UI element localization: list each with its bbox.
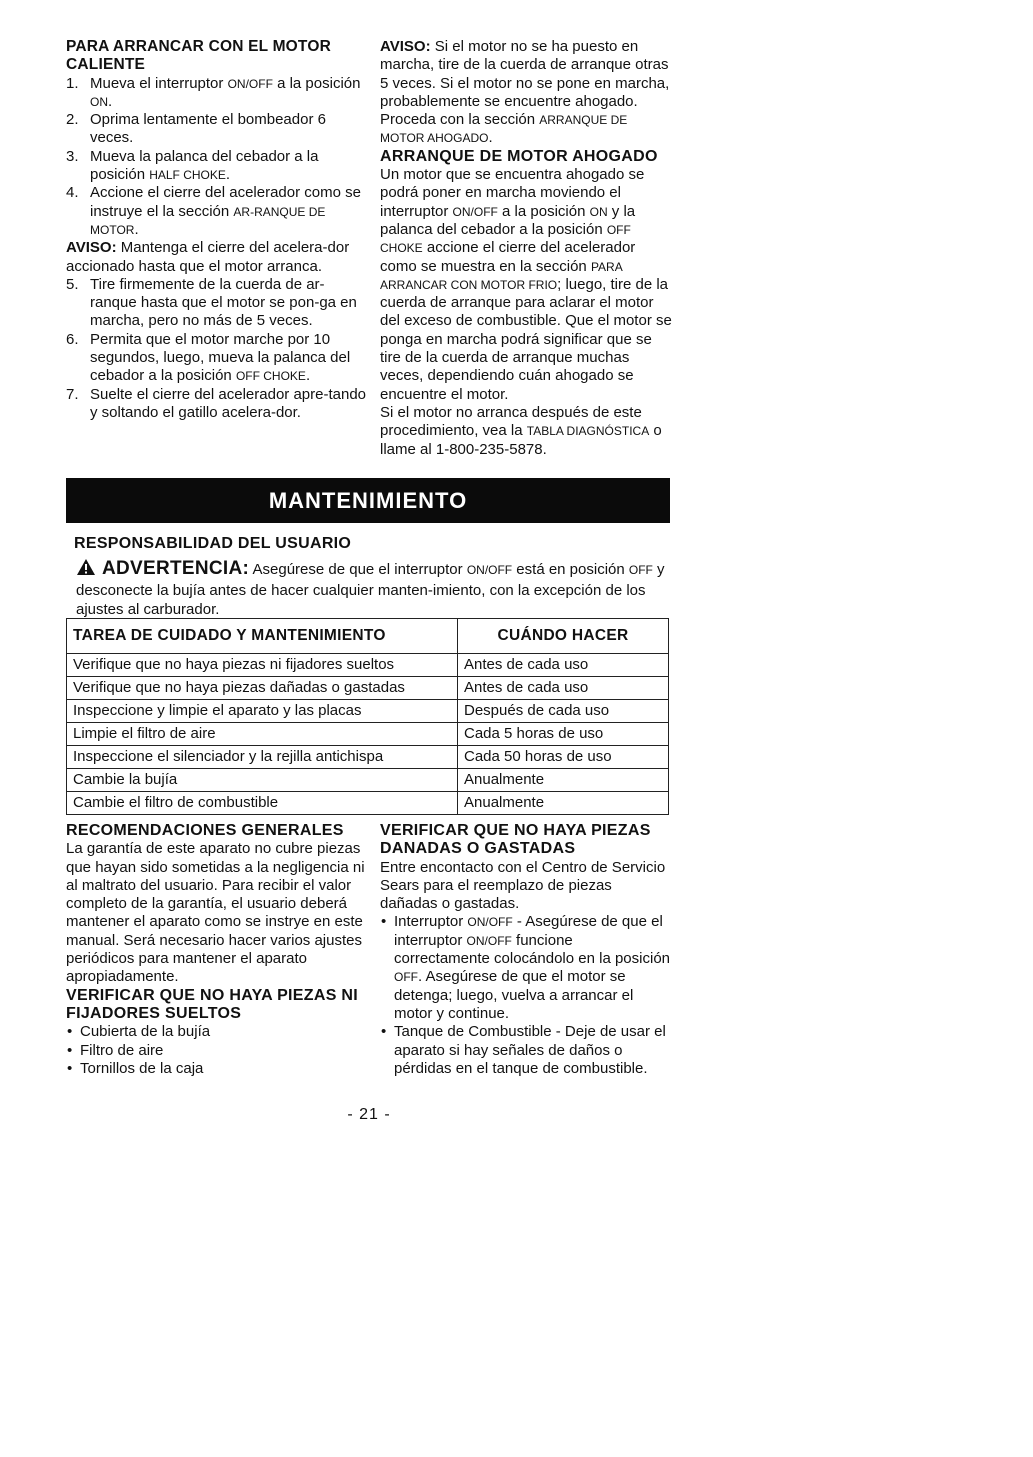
loose-parts-list [66,1023,366,1078]
warning-triangle-icon [76,558,96,581]
aviso-left: AVISO: Mantenga el cierre del acelera-dor accionado hasta que el motor arranca. [66,239,350,275]
header-task: TAREA DE CUIDADO Y MANTENIMIENTO [67,619,458,654]
step-4: 4. Accione el cierre del acelerador como se instruye el la sección AR-RANQUE DE MOTOR. [66,184,361,238]
bottom-right-column [380,822,672,1078]
step-7: 7. Suelte el cierre del acelerador apre-tando y soltando el gatillo acelera-dor. [66,385,366,421]
heading-flooded-start: ARRANQUE DE MOTOR AHOGADO [380,147,658,165]
list-item: • Interruptor ON/OFF - Asegúrese de que el interruptor ON/OFF funcione correctamente colocándolo en la posición OFF. Asegúrese de que el motor se detenga; luego, vuelva a arrancar el motor y continue. [381,913,670,1022]
table-row: Inspeccione el silenciador y la rejilla antichispa Cada 50 horas de uso [67,746,669,769]
aviso-right: AVISO: Si el motor no se ha puesto en marcha, tire de la cuerda de arranque otras 5 veces. Si el motor no se pone en marcha, probablemente se encuentre ahogado. Proceda con la sección ARRANQUE DE MOTOR AHOGADO. [380,38,670,147]
table-row: Limpie el filtro de aire Cada 5 horas de uso [67,723,669,746]
step-2: 2. Oprima lentamente el bombeador 6 veces. [66,111,326,147]
bullet-icon: • [381,1023,387,1041]
bullet-icon: • [381,913,387,931]
service-paragraph: Entre encontacto con el Centro de Servicio Sears para el reemplazo de piezas dañadas o gastadas. [380,858,666,913]
heading-loose-parts: VERIFICAR QUE NO HAYA PIEZAS NI FIJADORES SUELTOS [66,986,359,1022]
step-3: 3. Mueva la palanca del cebador a la posición HALF CHOKE. [66,147,319,184]
table-header-row [67,619,669,654]
heading-damaged-parts: VERIFICAR QUE NO HAYA PIEZAS DANADAS O GASTADAS [380,822,651,858]
right-column [380,38,672,459]
step-1: 1. Mueva el interruptor ON/OFF a la posición ON. [66,74,361,110]
header-when: CUÁNDO HACER [458,619,669,654]
warning-block: ADVERTENCIA: Asegúrese de que el interruptor ON/OFF está en posición OFF y desconecte la bujía antes de hacer cualquier manten-imiento, con la excepción de los ajustes al carburador. [76,558,665,618]
warm-start-steps-2 [66,276,366,422]
flooded-paragraph: Un motor que se encuentra ahogado se podrá poner en marcha moviendo el interruptor ON/OFF a la posición ON y la palanca del cebador a la posición OFF CHOKE accione el cierre del acelerador como se muestra en la sección PARA ARRANCAR CON MOTOR FRIO; luego, tire de la cuerda de arranque para aclarar el motor del exceso de combustible. Que el motor se ponga en marcha podrá significar que se tire de la cuerda de arranque muchas veces, dependiendo cuán ahogado se encuentre el motor. [380,166,672,403]
user-responsibility-heading: RESPONSABILIDAD DEL USUARIO [74,535,352,552]
table-row: Cambie el filtro de combustible Anualmente [67,792,669,815]
list-item: • Filtro de aire [67,1041,164,1059]
diagnostic-paragraph: Si el motor no arranca después de este procedimiento, vea la TABLA DIAGNÓSTICA o llame al 1-800-235-5878. [380,403,662,458]
left-column [66,38,366,422]
heading-general-recommendations: RECOMENDACIONES GENERALES [66,822,344,839]
bullet-icon: • [67,1023,73,1041]
step-5: 5. Tire firmemente de la cuerda de ar-ranque hasta que el motor se pon-ga en marcha, pero no más de 5 veces. [66,275,357,330]
warm-start-steps [66,75,366,240]
warning-label: ADVERTENCIA: [102,558,250,579]
damaged-parts-list [380,913,672,1078]
table-row: Verifique que no haya piezas ni fijadores sueltos Antes de cada uso [67,654,669,677]
warranty-paragraph: La garantía de este aparato no cubre piezas que hayan sido sometidas a la negligencia ni al maltrato del usuario. Para recibir el valor completo de la garantía, el usuario deberá mantener el aparato como se instrye en este manual. Será necesario hacer varios ajustes periódicos para mantener el aparato apropiadamente. [66,840,365,986]
list-item: • Cubierta de la bujía [67,1023,211,1041]
table-row: Cambie la bujía Anualmente [67,769,669,792]
heading-warm-start: PARA ARRANCAR CON EL MOTOR CALIENTE [66,38,331,74]
list-item: • Tornillos de la caja [67,1059,204,1077]
maintenance-banner: MANTENIMIENTO [66,478,670,523]
list-item: • Tanque de Combustible - Deje de usar el aparato si hay señales de daños o pérdidas en el tanque de combustible. [381,1023,666,1077]
bullet-icon: • [67,1041,73,1059]
bullet-icon: • [67,1059,73,1077]
table-row: Inspeccione y limpie el aparato y las placas Después de cada uso [67,700,669,723]
step-6: 6. Permita que el motor marche por 10 segundos, luego, mueva la palanca del cebador a la posición OFF CHOKE. [66,330,351,385]
page-number: - 21 - [347,1106,391,1123]
table-row: Verifique que no haya piezas dañadas o gastadas Antes de cada uso [67,677,669,700]
maintenance-table [66,618,669,815]
bottom-left-column [66,822,366,1078]
